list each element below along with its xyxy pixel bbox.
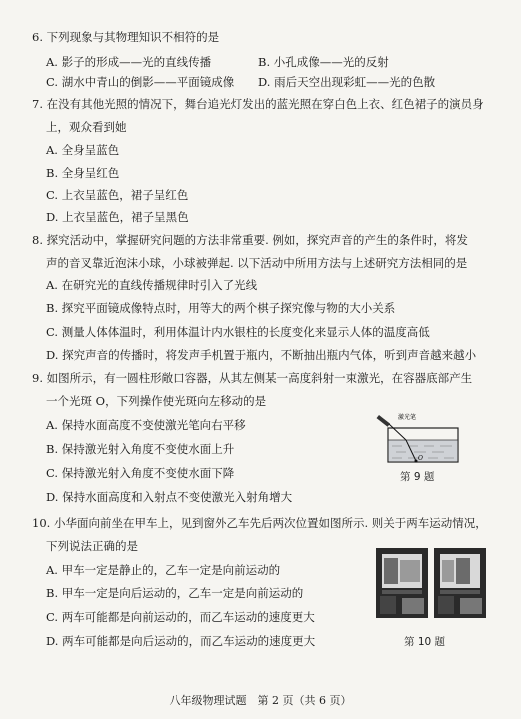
q9-caption: 第 9 题	[400, 471, 435, 483]
q10-option-c: C. 两车可能都是向前运动的，而乙车运动的速度更大	[46, 610, 315, 624]
q7-option-a: A. 全身呈蓝色	[46, 143, 120, 157]
q10-option-a: A. 甲车一定是静止的，乙车一定是向前运动的	[46, 563, 281, 577]
q8-option-b: B. 探究平面镜成像特点时，用等大的两个棋子探究像与物的大小关系	[46, 301, 396, 315]
q6-option-b: B. 小孔成像——光的反射	[258, 55, 389, 69]
page-footer: 八年级物理试题 第 2 页（共 6 页）	[169, 694, 352, 707]
q8-stem-line2: 声的音叉靠近泡沫小球，小球被弹起. 以下活动中所用方法与上述研究方法相同的是	[46, 256, 468, 270]
q7-option-c: C. 上衣呈蓝色，裙子呈红色	[46, 188, 189, 202]
q7-option-b: B. 全身呈红色	[46, 166, 120, 180]
q6-option-d: D. 雨后天空出现彩虹——光的色散	[258, 75, 436, 89]
q10-option-d: D. 两车可能都是向后运动的，而乙车运动的速度更大	[46, 634, 316, 648]
q9-option-c: C. 保持激光射入角度不变使水面下降	[46, 466, 235, 480]
q10-photo-2	[434, 548, 486, 618]
q6-option-a: A. 影子的形成——光的直线传播	[46, 55, 212, 69]
q10-option-b: B. 甲车一定是向后运动的，乙车一定是向前运动的	[46, 586, 304, 600]
q8-stem-line1: 8. 探究活动中，掌握研究问题的方法非常重要. 例如，探究声音的产生的条件时，将发	[32, 233, 468, 247]
q8-option-a: A. 在研究光的直线传播规律时引入了光线	[46, 278, 258, 292]
q10-figure	[376, 548, 486, 618]
laser-pen-label: 激光笔	[398, 414, 417, 421]
q7-stem-line1: 7. 在没有其他光照的情况下，舞台追光灯发出的蓝光照在穿白色上衣、红色裙子的演员身	[32, 97, 484, 111]
q7-stem-line2: 上，观众看到她	[46, 120, 127, 134]
q9-option-d: D. 保持水面高度和入射点不变使激光入射角增大	[46, 490, 293, 504]
q8-option-c: C. 测量人体体温时，利用体温计内水银柱的长度变化来显示人体的温度高低	[46, 325, 430, 339]
q10-stem-line1: 10. 小华面向前坐在甲车上，见到窗外乙车先后两次位置如图所示. 则关于两车运动情况，	[32, 516, 487, 530]
q10-photo-1	[376, 548, 428, 618]
q9-option-b: B. 保持激光射入角度不变使水面上升	[46, 442, 235, 456]
q9-option-a: A. 保持水面高度不变使激光笔向右平移	[46, 418, 246, 432]
q9-stem-line2: 一个光斑 O，下列操作使光斑向左移动的是	[46, 394, 267, 408]
q7-option-d: D. 上衣呈蓝色，裙子呈黑色	[46, 210, 189, 224]
laser-beam-air	[389, 424, 406, 440]
q9-figure	[376, 410, 476, 466]
q9-stem-line1: 9. 如图所示，有一圆柱形敞口容器，从其左侧某一高度斜射一束激光，在容器底部产生	[32, 371, 473, 385]
q6-option-c: C. 湖水中青山的倒影——平面镜成像	[46, 75, 235, 89]
q10-caption: 第 10 题	[404, 636, 446, 648]
q10-stem-line2: 下列说法正确的是	[46, 539, 138, 553]
q6-stem: 6. 下列现象与其物理知识不相符的是	[32, 30, 220, 44]
laser-pen	[377, 415, 390, 427]
point-o-label: O	[418, 455, 423, 462]
q8-option-d: D. 探究声音的传播时，将发声手机置于瓶内，不断抽出瓶内气体，听到声音越来越小	[46, 348, 477, 362]
